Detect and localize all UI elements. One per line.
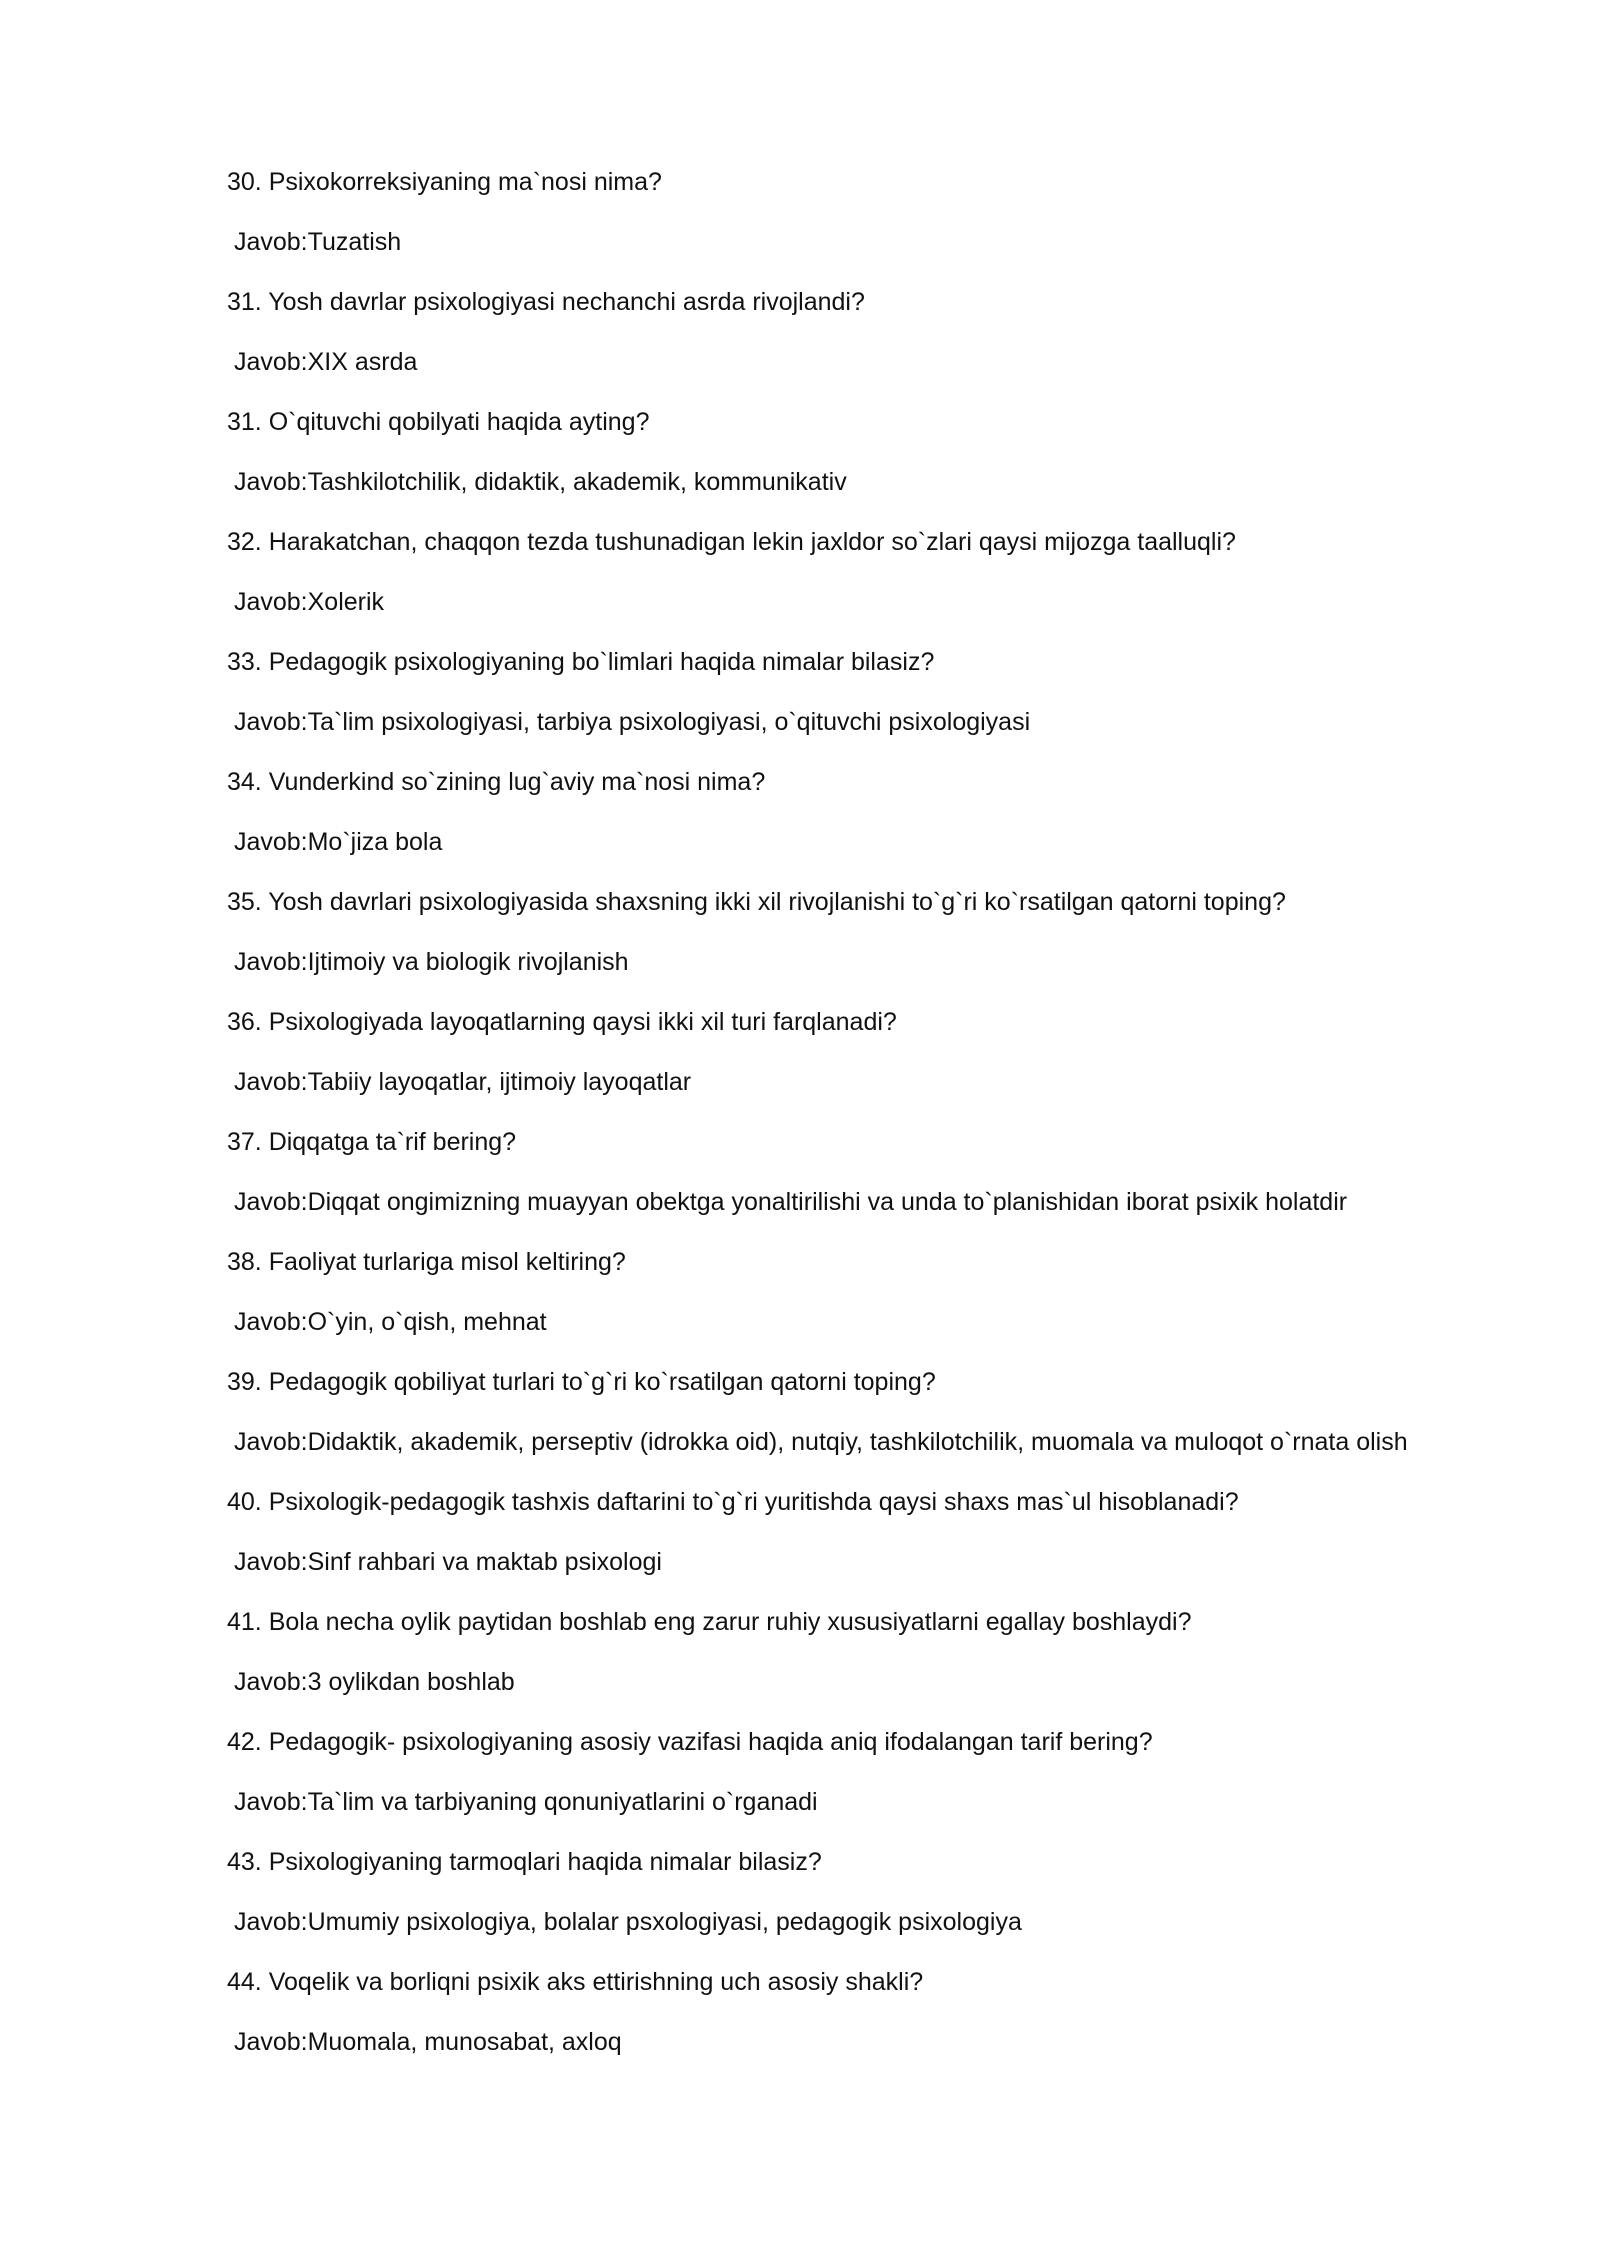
answer-text: Javob:Ta`lim va tarbiyaning qonuniyatlarini o`rganadi bbox=[227, 1788, 818, 1816]
answer-text: Javob:Mo`jiza bola bbox=[227, 828, 443, 856]
answer-text: Javob:Xolerik bbox=[227, 588, 385, 616]
qa-item bbox=[227, 282, 1507, 382]
qa-item bbox=[227, 522, 1507, 622]
answer-text: Javob:Diqqat ongimizning muayyan obektga yonaltirilishi va unda to`planishidan iborat psixik holatdir bbox=[227, 1188, 1348, 1216]
question-text: 31. Yosh davrlar psixologiyasi nechanchi asrda rivojlandi? bbox=[227, 288, 865, 316]
question-text: 33. Pedagogik psixologiyaning bo`limlari haqida nimalar bilasiz? bbox=[227, 648, 935, 676]
question-text: 36. Psixologiyada layoqatlarning qaysi ikki xil turi farqlanadi? bbox=[227, 1008, 897, 1036]
qa-item bbox=[227, 1842, 1507, 1942]
answer-text: Javob:Tabiiy layoqatlar, ijtimoiy layoqatlar bbox=[227, 1068, 692, 1096]
qa-item bbox=[227, 1242, 1507, 1342]
answer-text: Javob:Umumiy psixologiya, bolalar psxologiyasi, pedagogik psixologiya bbox=[227, 1908, 1022, 1936]
qa-item bbox=[227, 642, 1507, 742]
question-text: 35. Yosh davrlari psixologiyasida shaxsning ikki xil rivojlanishi to`g`ri ko`rsatilgan qatorni toping? bbox=[227, 888, 1286, 916]
qa-item bbox=[227, 1482, 1507, 1582]
qa-item bbox=[227, 1962, 1507, 2062]
qa-item bbox=[227, 882, 1507, 982]
question-text: 34. Vunderkind so`zining lug`aviy ma`nosi nima? bbox=[227, 768, 766, 796]
question-text: 32. Harakatchan, chaqqon tezda tushunadigan lekin jaxldor so`zlari qaysi mijozga taalluqli? bbox=[227, 528, 1236, 556]
answer-text: Javob:Sinf rahbari va maktab psixologi bbox=[227, 1548, 662, 1576]
qa-item bbox=[227, 762, 1507, 862]
question-text: 40. Psixologik-pedagogik tashxis daftarini to`g`ri yuritishda qaysi shaxs mas`ul hisoblanadi? bbox=[227, 1488, 1239, 1516]
qa-item bbox=[227, 402, 1507, 502]
question-text: 44. Voqelik va borliqni psixik aks ettirishning uch asosiy shakli? bbox=[227, 1968, 924, 1996]
answer-text: Javob:Ijtimoiy va biologik rivojlanish bbox=[227, 948, 629, 976]
answer-text: Javob:Ta`lim psixologiyasi, tarbiya psixologiyasi, o`qituvchi psixologiyasi bbox=[227, 708, 1031, 736]
answer-text: Javob:Tuzatish bbox=[227, 228, 402, 256]
answer-text: Javob:Didaktik, akademik, perseptiv (idrokka oid), nutqiy, tashkilotchilik, muomala va muloqot o`rnata olish bbox=[227, 1428, 1408, 1456]
qa-list bbox=[227, 162, 1507, 2062]
answer-text: Javob:3 oylikdan boshlab bbox=[227, 1668, 515, 1696]
question-text: 30. Psixokorreksiyaning ma`nosi nima? bbox=[227, 168, 662, 196]
question-text: 37. Diqqatga ta`rif bering? bbox=[227, 1128, 517, 1156]
question-text: 41. Bola necha oylik paytidan boshlab eng zarur ruhiy xususiyatlarni egallay boshlaydi? bbox=[227, 1608, 1192, 1636]
qa-item bbox=[227, 1362, 1507, 1462]
qa-item bbox=[227, 1122, 1507, 1222]
question-text: 31. O`qituvchi qobilyati haqida ayting? bbox=[227, 408, 650, 436]
answer-text: Javob:XIX asrda bbox=[227, 348, 418, 376]
qa-item bbox=[227, 1722, 1507, 1822]
question-text: 38. Faoliyat turlariga misol keltiring? bbox=[227, 1248, 626, 1276]
question-text: 43. Psixologiyaning tarmoqlari haqida nimalar bilasiz? bbox=[227, 1848, 822, 1876]
question-text: 39. Pedagogik qobiliyat turlari to`g`ri ko`rsatilgan qatorni toping? bbox=[227, 1368, 936, 1396]
answer-text: Javob:Muomala, munosabat, axloq bbox=[227, 2028, 622, 2056]
answer-text: Javob:Tashkilotchilik, didaktik, akademik, kommunikativ bbox=[227, 468, 847, 496]
question-text: 42. Pedagogik- psixologiyaning asosiy vazifasi haqida aniq ifodalangan tarif bering? bbox=[227, 1728, 1153, 1756]
qa-item bbox=[227, 162, 1507, 262]
answer-text: Javob:O`yin, o`qish, mehnat bbox=[227, 1308, 547, 1336]
qa-item bbox=[227, 1002, 1507, 1102]
qa-item bbox=[227, 1602, 1507, 1702]
